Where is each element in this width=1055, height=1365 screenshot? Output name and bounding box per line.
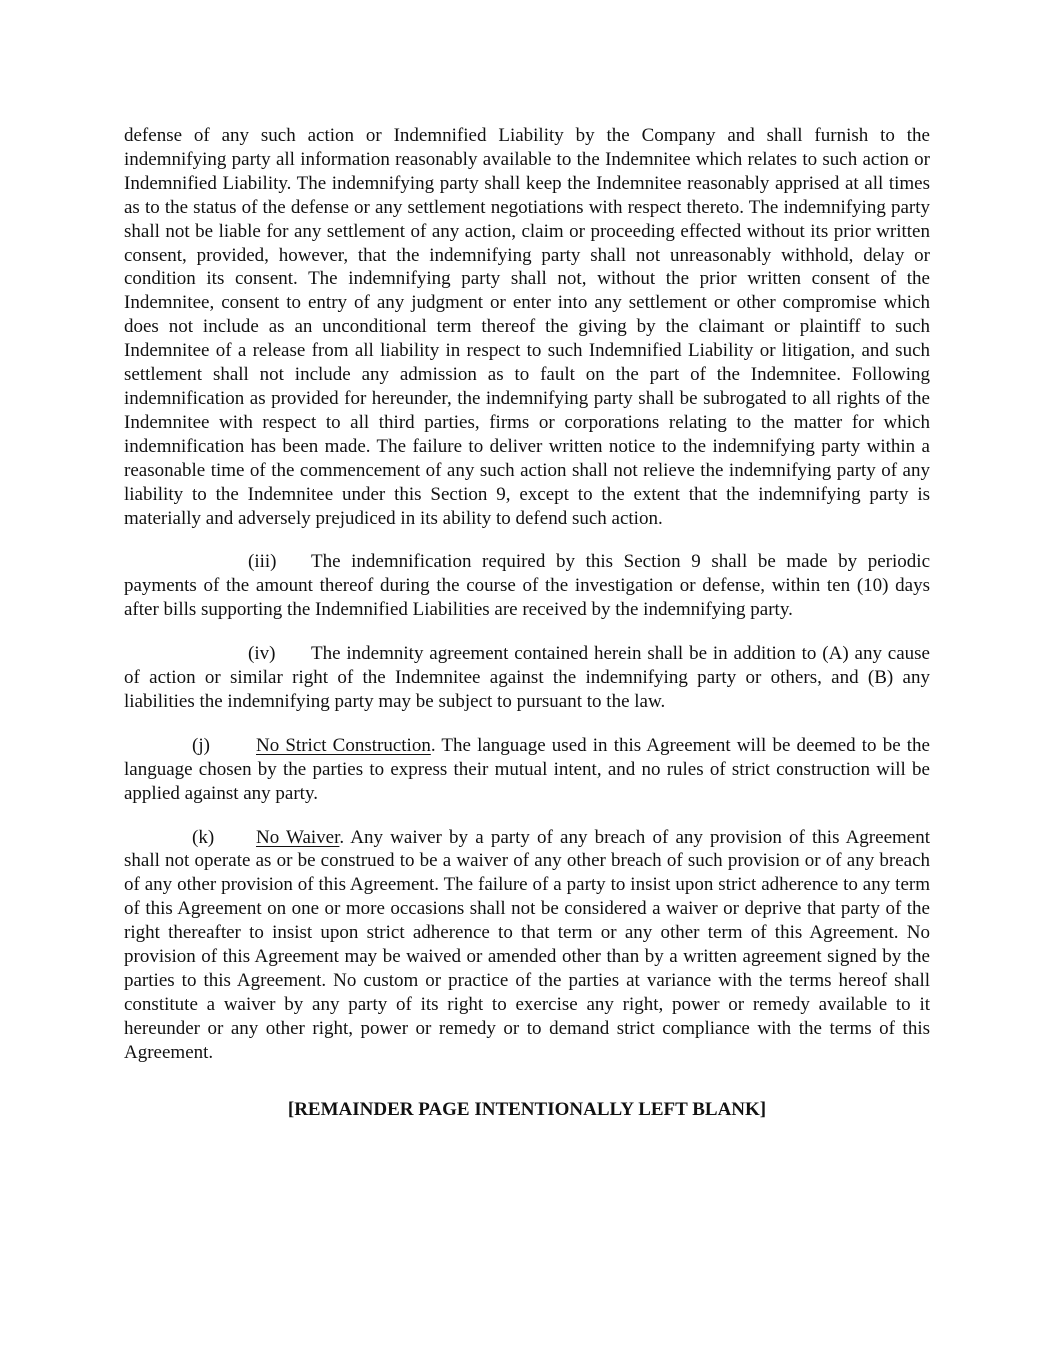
subsection-iii bbox=[124, 550, 930, 622]
subsection-iii-marker: (iii) bbox=[248, 551, 277, 573]
section-j-heading: No Strict Construction bbox=[256, 734, 431, 756]
section-j-marker: (j) bbox=[192, 734, 210, 756]
section-k-marker: (k) bbox=[192, 826, 215, 848]
section-k-heading: No Waiver bbox=[256, 826, 340, 848]
remainder-blank-notice: [REMAINDER PAGE INTENTIONALLY LEFT BLANK] bbox=[287, 1098, 767, 1120]
section-k bbox=[124, 826, 930, 1065]
paragraph-continuation: defense of any such action or Indemnified Liability by the Company and shall furnish to the indemnifying party all information reasonably available to the Indemnitee which relates to such action or Indemnified Liability. The indemnifying party shall keep the Indemnitee reasonably apprised at all times as to the status of the defense or any settlement negotiations with respect thereto. The indemnifying party shall not be liable for any settlement of any action, claim or proceeding effected without its prior written consent, provided, however, that the indemnifying party shall not unreasonably withhold, delay or condition its consent. The indemnifying party shall not, without the prior written consent of the Indemnitee, consent to entry of any judgment or enter into any settlement or other compromise which does not include as an unconditional term thereof the giving by the claimant or plaintiff to such Indemnitee of a release from all liability in respect to such Indemnified Liability or litigation, and such settlement shall not include any admission as to fault on the part of the Indemnitee. Following indemnification as provided for hereunder, the indemnifying party shall be subrogated to all rights of the Indemnitee with respect to all third parties, firms or corporations relating to the matter for which indemnification has been made. The failure to deliver written notice to the indemnifying party within a reasonable time of the commencement of any such action shall not relieve the indemnifying party of any liability to the Indemnitee under this Section 9, except to the extent that the indemnifying party is materially and adversely prejudiced in its ability to defend such action. bbox=[124, 125, 930, 529]
subsection-iv-text: The indemnity agreement contained herein shall be in addition to (A) any cause of action or similar right of the Indemnitee against the indemnifying party or others, and (B) any liabilities the indemnifying party may be subject to pursuant to the law. bbox=[124, 643, 930, 712]
section-j bbox=[124, 734, 930, 806]
subsection-iii-text: The indemnification required by this Section 9 shall be made by periodic payments of the amount thereof during the course of the investigation or defense, within ten (10) days after bills supporting the Indemnified Liabilities are received by the indemnifying party. bbox=[124, 551, 930, 621]
section-j-text: . The language used in this Agreement will be deemed to be the language chosen by the parties to express their mutual intent, and no rules of strict construction will be applied against any party. bbox=[124, 734, 930, 804]
document-body bbox=[124, 124, 930, 1122]
section-k-text: . Any waiver by a party of any breach of any provision of this Agreement shall not operate as or be construed to be a waiver of any other breach of such provision or of any breach of any other provision of this Agreement. The failure of a party to insist upon strict adherence to any term of this Agreement on one or more occasions shall not be considered a waiver or deprive that party of the right thereafter to insist upon strict adherence to that term or any other term of this Agreement. No provision of this Agreement may be waived or amended other than by a written agreement signed by the parties to this Agreement. No custom or practice of the parties at variance with the terms hereof shall constitute a waiver by any party of its right to exercise any right, power or remedy available to it hereunder or any other right, power or remedy or to demand strict compliance with the terms of this Agreement. bbox=[124, 826, 930, 1063]
subsection-iv bbox=[124, 642, 930, 714]
subsection-iv-marker: (iv) bbox=[248, 643, 276, 665]
